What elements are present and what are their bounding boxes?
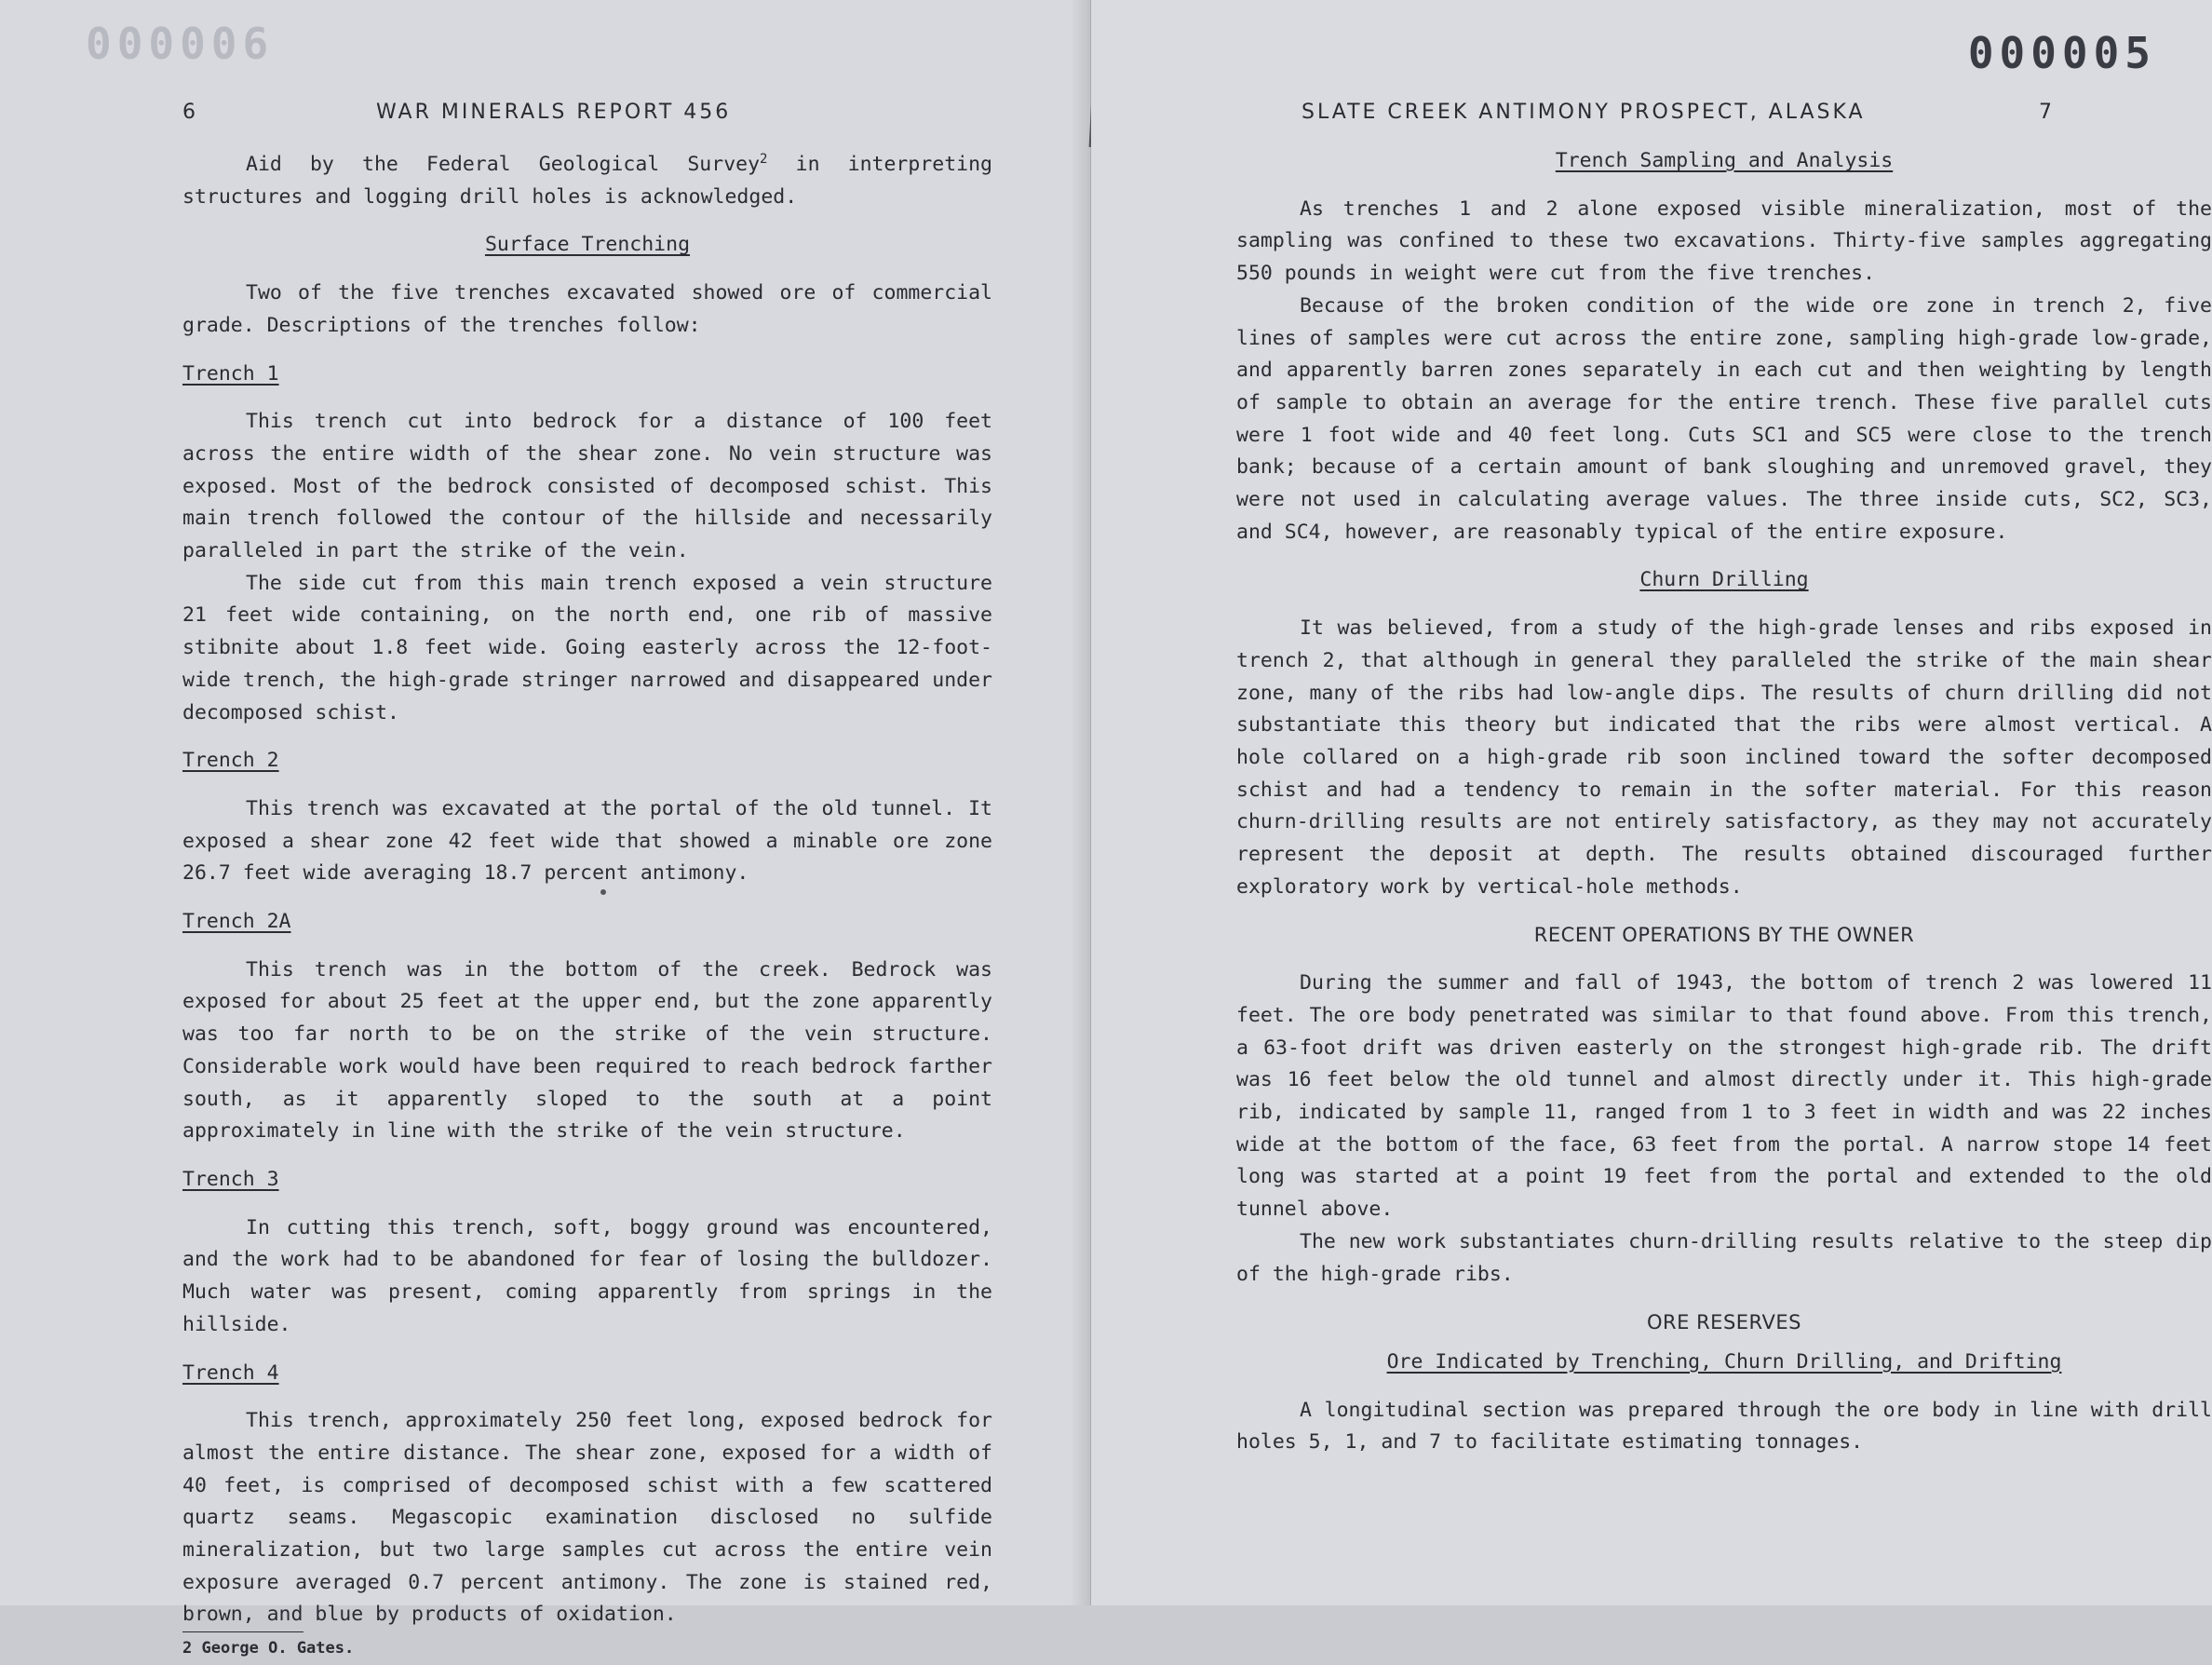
heading-surface-trenching: Surface Trenching <box>484 233 691 257</box>
intro-paragraph: Aid by the Federal Geological Survey$^2$ in interpreting structures and logging drill holes is acknowledged. <box>182 151 992 209</box>
churn-paragraph: It was believed, from a study of the high-grade lenses and ribs exposed in trench 2, that although in general they paralleled the strike of the main shear zone, many of the ribs had low-angle dips. The results of churn drilling did not substantiate this theory but indicated that the ribs were almost vertical. A hole collared on a high-grade rib soon inclined toward the softer decomposed schist and had a tendency to remain in the softer material. For this reason churn-drilling results are not entirely satisfactory, as they may not accurately represent the deposit at depth. The results obtained discouraged further exploratory work by vertical-hole methods. <box>1236 616 2212 899</box>
left-text-column <box>182 149 992 1665</box>
trench-2a-paragraph: This trench was in the bottom of the creek. Bedrock was exposed for about 25 feet at the upper end, but the zone apparently was too far north to be on the strike of the vein structure. Considerable work would have been required to reach bedrock farther south, as it apparently sloped to the south at a point approximately in line with the strike of the vein structure. <box>182 957 992 1144</box>
left-page <box>0 0 1091 1658</box>
heading-trench-sampling: Trench Sampling and Analysis <box>1555 149 1894 172</box>
footnote: 2 George O. Gates. <box>182 1639 355 1658</box>
heading-trench-2: Trench 2 <box>182 749 279 773</box>
recent-paragraph-2: The new work substantiates churn-drilling results relative to the steep dip of the high-grade ribs. <box>1236 1229 2212 1286</box>
right-text-column <box>1236 145 2212 1459</box>
footnote-ref: 2 <box>760 151 768 167</box>
sampling-paragraph-1: As trenches 1 and 2 alone exposed visible mineralization, most of the sampling was confined to these two excavations. Thirty-five samples aggregating 550 pounds in weight were cut from the five trenches. <box>1236 196 2212 286</box>
trench-3-paragraph: In cutting this trench, soft, boggy ground was encountered, and the work had to be abandoned for fear of losing the bulldozer. Much water was present, coming apparently from springs in the hillside. <box>182 1215 992 1336</box>
sampling-paragraph-2: Because of the broken condition of the wide ore zone in trench 2, five lines of samples were cut across the entire zone, sampling high-grade low-grade, and apparently barren zones separately in each cut and then weighting by length of sample to obtain an average for the entire trench. These five parallel cuts were 1 foot wide and 40 feet long. Cuts SC1 and SC5 were close to the trench bank; because of a certain amount of bank sloughing and unremoved gravel, they were not used in calculating average values. The three inside cuts, SC2, SC3, and SC4, however, are reasonably typical of the entire exposure. <box>1236 293 2212 544</box>
recent-paragraph-1: During the summer and fall of 1943, the bottom of trench 2 was lowered 11 feet. The ore body penetrated was similar to that found above. From this trench, a 63-foot drift was driven easterly on the strongest high-grade rib. The drift was 16 feet below the old tunnel and almost directly under it. This high-grade rib, indicated by sample 11, ranged from 1 to 3 feet in width and was 22 inches wide at the bottom of the face, 63 feet from the portal. A narrow stope 14 feet long was started at a point 19 feet from the portal and extended to the old tunnel above. <box>1236 971 2212 1222</box>
left-running-head: WAR MINERALS REPORT 456 <box>376 101 732 124</box>
speck-mark <box>600 889 606 895</box>
heading-ore-indicated: Ore Indicated by Trenching, Churn Drilling, and Drifting <box>1386 1349 2062 1374</box>
heading-trench-3: Trench 3 <box>182 1167 279 1191</box>
trench-2-paragraph: This trench was excavated at the portal of the old tunnel. It exposed a shear zone 42 feet wide that showed a minable ore zone 26.7 feet wide averaging 18.7 percent antimony. <box>182 796 992 886</box>
heading-trench-4: Trench 4 <box>182 1360 279 1385</box>
right-page-number: 7 <box>2039 101 2052 124</box>
left-page-number: 6 <box>182 101 196 124</box>
stamp-number: 000005 <box>1967 28 2156 78</box>
reserves-paragraph: A longitudinal section was prepared through the ore body in line with drill holes 5, 1, and 7 to facilitate estimating tonnages. <box>1236 1398 2212 1455</box>
heading-recent-operations: RECENT OPERATIONS BY THE OWNER <box>1533 924 1915 947</box>
trench-4-paragraph: This trench, approximately 250 feet long, exposed bedrock for almost the entire distance. The shear zone, exposed for a width of 40 feet, is comprised of decomposed schist with a few scattered quartz seams. Megascopic examination disclosed no sulfide mineralization, but two large samples cut across the entire vein exposure averaged 0.7 percent antimony. The zone is stained red, brown, and blue by products of oxidation. <box>182 1409 992 1627</box>
right-page <box>1091 0 2212 1605</box>
right-running-head: SLATE CREEK ANTIMONY PROSPECT, ALASKA <box>1302 101 1866 124</box>
heading-ore-reserves: ORE RESERVES <box>1647 1311 1801 1334</box>
trench-1-paragraph-2: The side cut from this main trench exposed a vein structure 21 feet wide containing, on the north end, one rib of massive stibnite about 1.8 feet wide. Going easterly across the 12-foot-wide trench, the high-grade stringer narrowed and disappeared under decomposed schist. <box>182 571 992 724</box>
heading-trench-1: Trench 1 <box>182 361 279 386</box>
ghost-stamp-number: 000006 <box>86 19 275 69</box>
surface-paragraph: Two of the five trenches excavated showed ore of commercial grade. Descriptions of the trenches follow: <box>182 281 992 337</box>
heading-trench-2a: Trench 2A <box>182 910 291 934</box>
trench-1-paragraph-1: This trench cut into bedrock for a distance of 100 feet across the entire width of the shear zone. No vein structure was exposed. Most of the bedrock consisted of decomposed schist. This main trench followed the contour of the hillside and necessarily paralleled in part the strike of the vein. <box>182 410 992 563</box>
heading-churn-drilling: Churn Drilling <box>1639 568 1809 592</box>
